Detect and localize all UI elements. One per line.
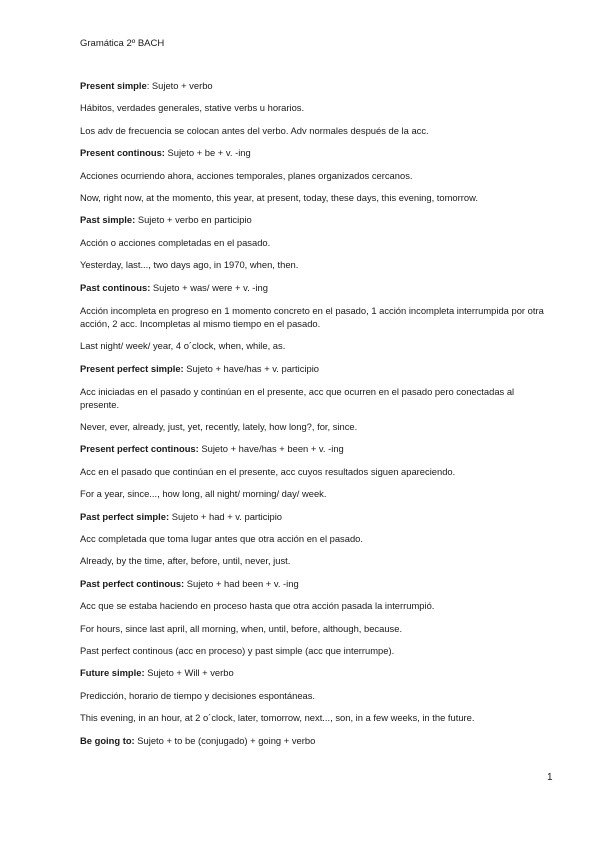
tense-name: Be going to: [80, 734, 135, 746]
page-number: 1 [547, 772, 553, 783]
section-heading-paragraph [80, 443, 548, 456]
tense-structure: Sujeto + to be (conjugado) + going + verbo [134, 734, 316, 746]
section-heading-paragraph [80, 363, 548, 376]
paragraph-text: Now, right now, at the momento, this year, at present, today, these days, this evening, tomorrow. [80, 191, 478, 203]
paragraph-text: Past perfect continous (acc en proceso) y past simple (acc que interrumpe). [80, 645, 395, 656]
paragraph-text: This evening, in an hour, at 2 o´clock, later, tomorrow, next..., son, in a few weeks, in the future. [80, 712, 475, 724]
body-paragraph [80, 488, 548, 501]
body-paragraph [80, 623, 548, 636]
tense-structure: Sujeto + have/has + v. participio [183, 362, 320, 374]
tense-structure: Sujeto + be + v. -ing [164, 147, 251, 159]
tense-name: Present perfect simple: [80, 362, 184, 374]
section-heading-paragraph [80, 80, 548, 93]
document-body [80, 80, 548, 757]
body-paragraph [80, 690, 548, 703]
paragraph-text: Acc en el pasado que continúan en el presente, acc cuyos resultados siguen apareciendo. [80, 465, 456, 477]
tense-structure: Sujeto + was/ were + v. -ing [150, 281, 268, 293]
paragraph-text: Already, by the time, after, before, until, never, just. [80, 555, 291, 567]
body-paragraph [80, 385, 548, 411]
paragraph-text: Yesterday, last..., two days ago, in 1970, when, then. [80, 259, 299, 271]
tense-name: Future simple: [80, 667, 145, 679]
body-paragraph [80, 192, 548, 205]
tense-name: Past continous: [80, 281, 151, 293]
paragraph-text: Acción incompleta en progreso en 1 momento concreto en el pasado, 1 acción incompleta interrumpida por otra acción, 2 acc. Incompletas al mismo tiempo en el pasado. [80, 304, 544, 330]
body-paragraph [80, 340, 548, 353]
paragraph-text: Acc completada que toma lugar antes que otra acción en el pasado. [80, 533, 363, 545]
body-paragraph [80, 102, 548, 115]
tense-structure: Sujeto + had + v. participio [169, 510, 283, 522]
section-heading-paragraph [80, 282, 548, 295]
section-heading-paragraph [80, 214, 548, 227]
section-heading-paragraph [80, 667, 548, 680]
paragraph-text: For hours, since last april, all morning, when, until, before, although, because. [80, 622, 403, 634]
body-paragraph [80, 466, 548, 479]
body-paragraph [80, 712, 548, 725]
tense-name: Past perfect simple: [80, 510, 170, 522]
tense-name: Present simple [80, 80, 147, 91]
tense-structure: Sujeto + have/has + been + v. -ing [198, 443, 344, 455]
tense-structure: Sujeto + verbo en participio [135, 214, 252, 226]
tense-name: Past simple: [80, 214, 136, 226]
tense-name: Past perfect continous: [80, 577, 185, 589]
body-paragraph [80, 645, 548, 658]
paragraph-text: Acciones ocurriendo ahora, acciones temporales, planes organizados cercanos. [80, 169, 413, 181]
body-paragraph [80, 304, 548, 330]
tense-name: Present perfect continous: [80, 443, 199, 455]
tense-name: Present continous: [80, 147, 165, 159]
paragraph-text: Never, ever, already, just, yet, recently, lately, how long?, for, since. [80, 421, 358, 433]
page-header: Gramática 2º BACH [80, 38, 165, 49]
paragraph-text: Predicción, horario de tiempo y decisiones espontáneas. [80, 689, 316, 701]
paragraph-text: Acción o acciones completadas en el pasado. [80, 236, 271, 248]
section-heading-paragraph [80, 147, 548, 160]
body-paragraph [80, 125, 548, 138]
section-heading-paragraph [80, 578, 548, 591]
paragraph-text: Hábitos, verdades generales, stative verbs u horarios. [80, 102, 305, 114]
body-paragraph [80, 170, 548, 183]
paragraph-text: Los adv de frecuencia se colocan antes del verbo. Adv normales después de la acc. [80, 124, 429, 136]
section-heading-paragraph [80, 735, 548, 748]
paragraph-text: Acc iniciadas en el pasado y continúan en el presente, acc que ocurren en el pasado pero conectadas al presente. [80, 385, 515, 411]
paragraph-text: Last night/ week/ year, 4 o´clock, when, while, as. [80, 340, 286, 352]
tense-structure: Sujeto + Will + verbo [144, 667, 234, 679]
body-paragraph [80, 600, 548, 613]
body-paragraph [80, 421, 548, 434]
body-paragraph [80, 533, 548, 546]
paragraph-text: For a year, since..., how long, all night/ morning/ day/ week. [80, 488, 327, 500]
body-paragraph [80, 237, 548, 250]
paragraph-text: Acc que se estaba haciendo en proceso hasta que otra acción pasada la interrumpió. [80, 600, 435, 612]
body-paragraph [80, 259, 548, 272]
body-paragraph [80, 555, 548, 568]
tense-structure: Sujeto + had been + v. -ing [184, 577, 299, 589]
tense-structure: : Sujeto + verbo [146, 80, 213, 91]
section-heading-paragraph [80, 511, 548, 524]
